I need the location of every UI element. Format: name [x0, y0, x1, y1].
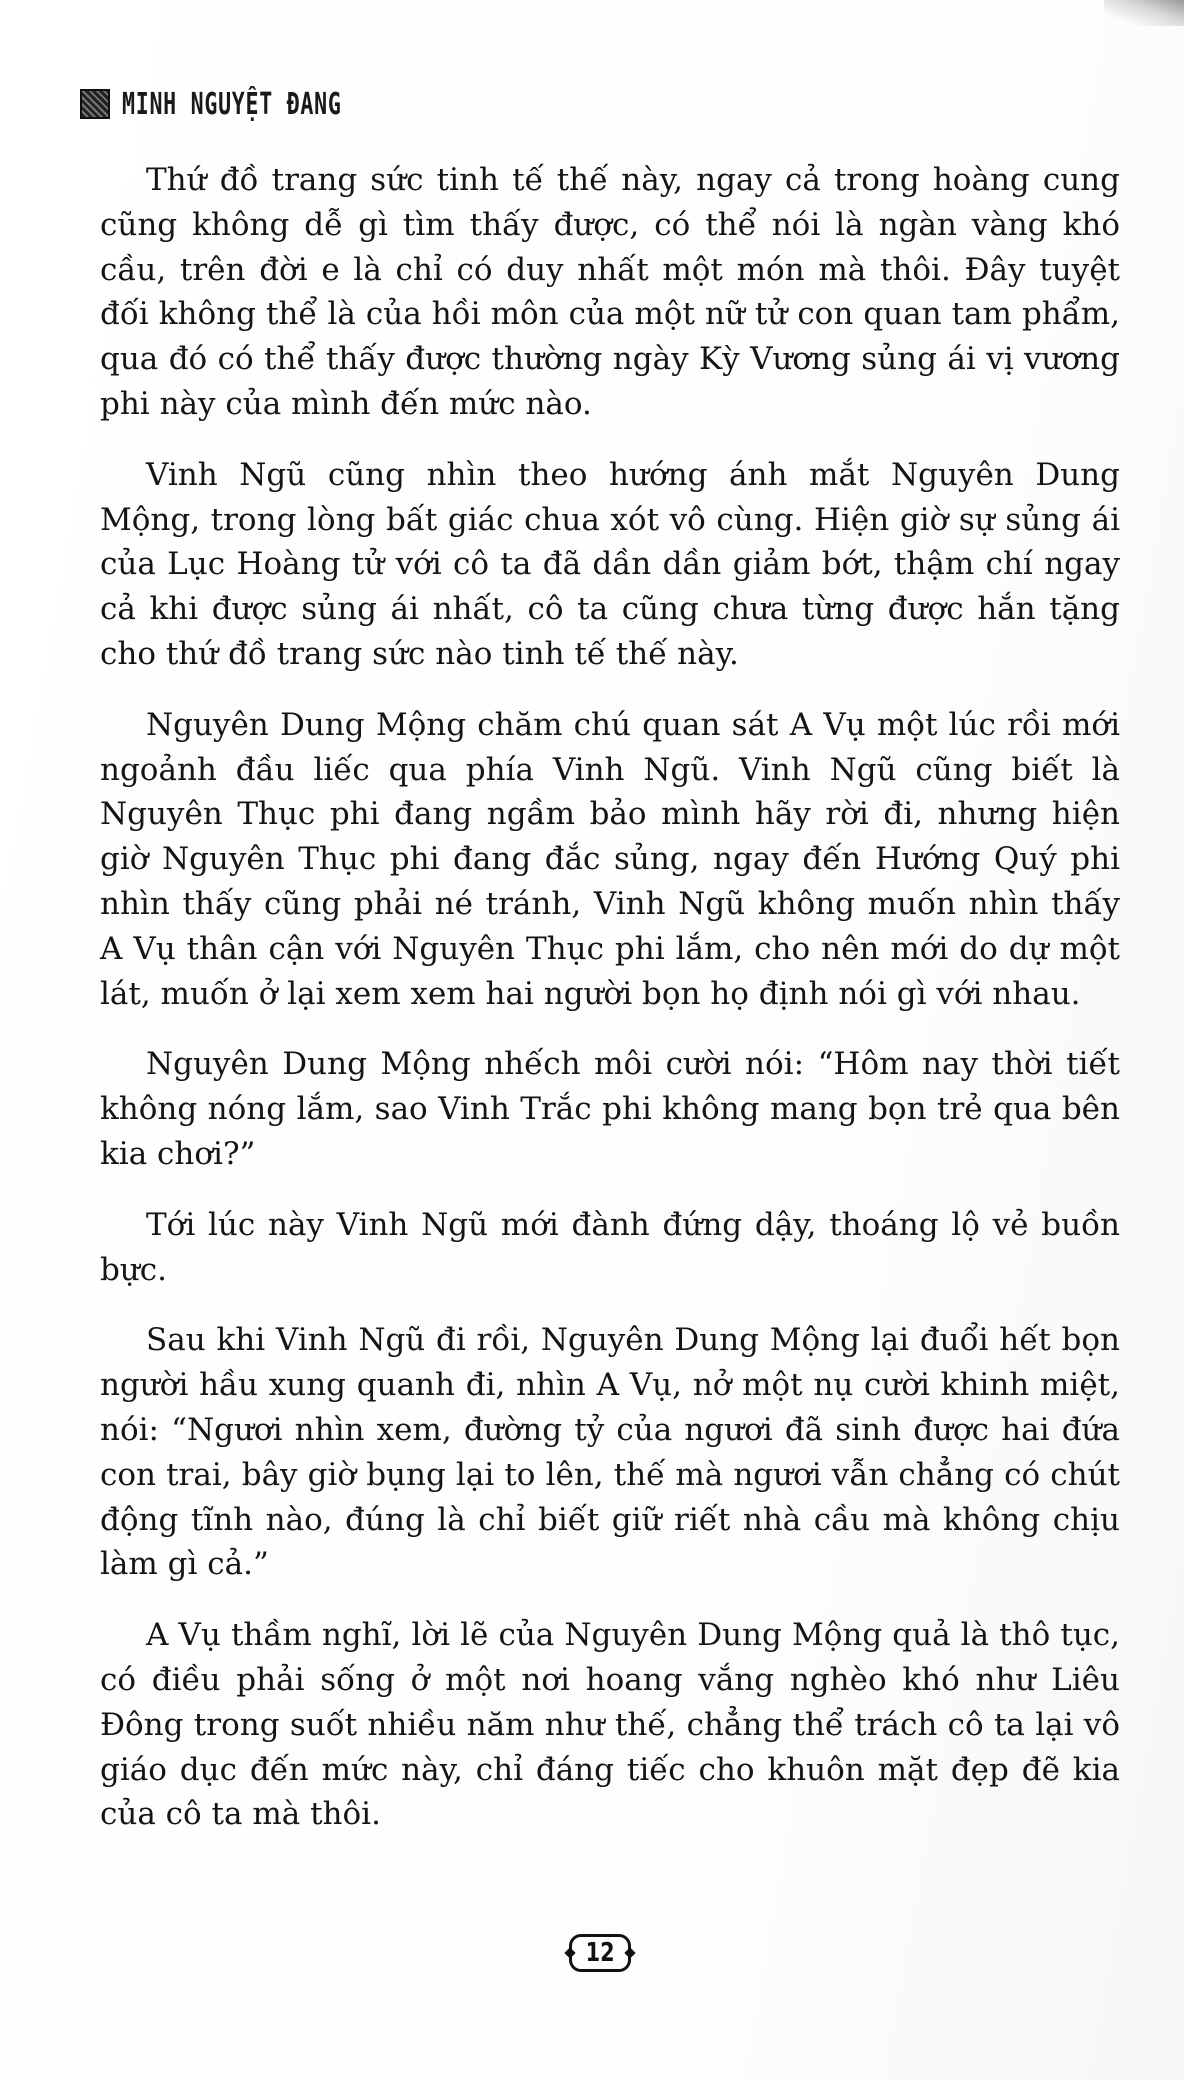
paragraph-2: Vinh Ngũ cũng nhìn theo hướng ánh mắt Nguyên Dung Mộng, trong lòng bất giác chua xót vô cùng. Hiện giờ sự sủng ái của Lục Hoàng tử với cô ta đã dần dần giảm bớt, thậm chí ngay cả khi được sủng ái nhất, cô ta cũng chưa từng được hắn tặng cho thứ đồ trang sức nào tinh tế thế này.	[100, 456, 1120, 672]
paragraph-1: Thứ đồ trang sức tinh tế thế này, ngay cả trong hoàng cung cũng không dễ gì tìm thấy được, có thể nói là ngàn vàng khó cầu, trên đời e là chỉ có duy nhất một món mà thôi. Đây tuyệt đối không thể là của hồi môn của một nữ tử con quan tam phẩm, qua đó có thể thấy được thường ngày Kỳ Vương sủng ái vị vương phi này của mình đến mức nào.	[100, 162, 1120, 422]
paragraph-7: A Vụ thầm nghĩ, lời lẽ của Nguyên Dung Mộng quả là thô tục, có điều phải sống ở một nơi hoang vắng nghèo khó như Liêu Đông trong suốt nhiều năm như thế, chẳng thể trách cô ta lại vô giáo dục đến mức này, chỉ đáng tiếc cho khuôn mặt đẹp đẽ kia của cô ta mà thôi.	[100, 1617, 1120, 1833]
paragraph-4: Nguyên Dung Mộng nhếch môi cười nói: “Hôm nay thời tiết không nóng lắm, sao Vinh Trắc phi không mang bọn trẻ qua bên kia chơi?”	[100, 1046, 1120, 1172]
page-number-frame	[569, 1934, 631, 1972]
running-title: MINH NGUYỆT ĐANG	[122, 86, 342, 122]
page-corner-shadow	[1104, 0, 1184, 26]
page-number: 12	[585, 1938, 615, 1968]
book-series-logo-icon	[80, 89, 110, 119]
running-header	[80, 84, 427, 124]
page-number-ornament	[560, 1928, 640, 1978]
paragraph-6: Sau khi Vinh Ngũ đi rồi, Nguyên Dung Mộng lại đuổi hết bọn người hầu xung quanh đi, nhìn A Vụ, nở một nụ cười khinh miệt, nói: “Ngươi nhìn xem, đường tỷ của ngươi đã sinh được hai đứa con trai, bây giờ bụng lại to lên, thế mà ngươi vẫn chẳng có chút động tĩnh nào, đúng là chỉ biết giữ riết nhà cầu mà không chịu làm gì cả.”	[100, 1322, 1120, 1583]
paragraph-3: Nguyên Dung Mộng chăm chú quan sát A Vụ một lúc rồi mới ngoảnh đầu liếc qua phía Vinh Ngũ. Vinh Ngũ cũng biết là Nguyên Thục phi đang ngầm bảo mình hãy rời đi, nhưng hiện giờ Nguyên Thục phi đang đắc sủng, ngay đến Hướng Quý phi nhìn thấy cũng phải né tránh, Vinh Ngũ không muốn nhìn thấy A Vụ thân cận với Nguyên Thục phi lắm, cho nên mới do dự một lát, muốn ở lại xem xem hai người bọn họ định nói gì với nhau.	[100, 706, 1120, 1012]
paragraph-5: Tới lúc này Vinh Ngũ mới đành đứng dậy, thoáng lộ vẻ buồn bực.	[100, 1206, 1120, 1288]
body-text	[100, 158, 1120, 1863]
